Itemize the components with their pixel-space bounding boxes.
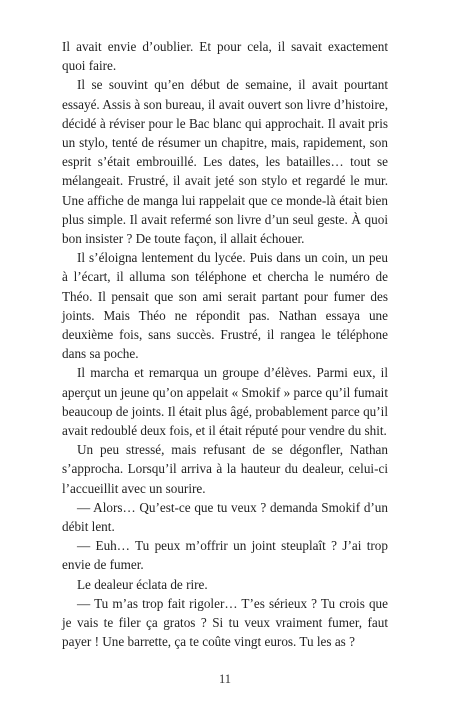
page-number: 11 bbox=[218, 672, 232, 686]
paragraph: Un peu stressé, mais refusant de se dégonfler, Nathan s’approcha. Lorsqu’il arriva à la hauteur du dealeur, celui-ci l’accueillit avec un sourire. bbox=[62, 442, 388, 496]
paragraph: Il se souvint qu’en début de semaine, il avait pourtant essayé. Assis à son bureau, il avait ouvert son livre d’histoire, décidé à réviser pour le Bac blanc qui approchait. Il avait pris un stylo, tenté de résumer un chapitre, mais, rapidement, son esprit s’était embrouillé. Les dates, les batailles… tout se mélangeait. Frustré, il avait jeté son stylo et regardé le mur. Une affiche de manga lui rappelait que ce monde-là était bien plus simple. Il avait refermé son livre d’un seul geste. À quoi bon insister ? De toute façon, il allait échouer. bbox=[62, 77, 388, 247]
paragraph: Il s’éloigna lentement du lycée. Puis dans un coin, un peu à l’écart, il alluma son téléphone et chercha le numéro de Théo. Il pensait que son ami serait partant pour fumer des joints. Mais Théo ne répondit pas. Nathan essaya une deuxième fois, sans succès. Frustré, il rangea le téléphone dans sa poche. bbox=[62, 250, 388, 362]
dialogue-line: — Euh… Tu peux m’offrir un joint steuplaît ? J’ai trop envie de fumer. bbox=[62, 538, 388, 573]
dialogue-line: — Alors… Qu’est-ce que tu veux ? demanda Smokif d’un débit lent. bbox=[62, 499, 388, 535]
paragraph: Il avait envie d’oublier. Et pour cela, il savait exactement quoi faire. bbox=[62, 39, 388, 74]
dialogue-line: — Tu m’as trop fait rigoler… T’es sérieux ? Tu crois que je vais te filer ça gratos ? Si tu veux vraiment fumer, faut payer ! Une barrette, ça te coûte vingt euros. Tu les as ? bbox=[62, 595, 388, 650]
body-text bbox=[62, 37, 388, 652]
paragraph: Il marcha et remarqua un groupe d’élèves. Parmi eux, il aperçut un jeune qu’on appelait « Smokif » parce qu’il fumait beaucoup de joints. Il était plus âgé, probablement parce qu’il avait redoublé deux fois, et il était réputé pour vendre du shit. bbox=[62, 365, 388, 439]
paragraph: Le dealeur éclata de rire. bbox=[77, 576, 208, 592]
